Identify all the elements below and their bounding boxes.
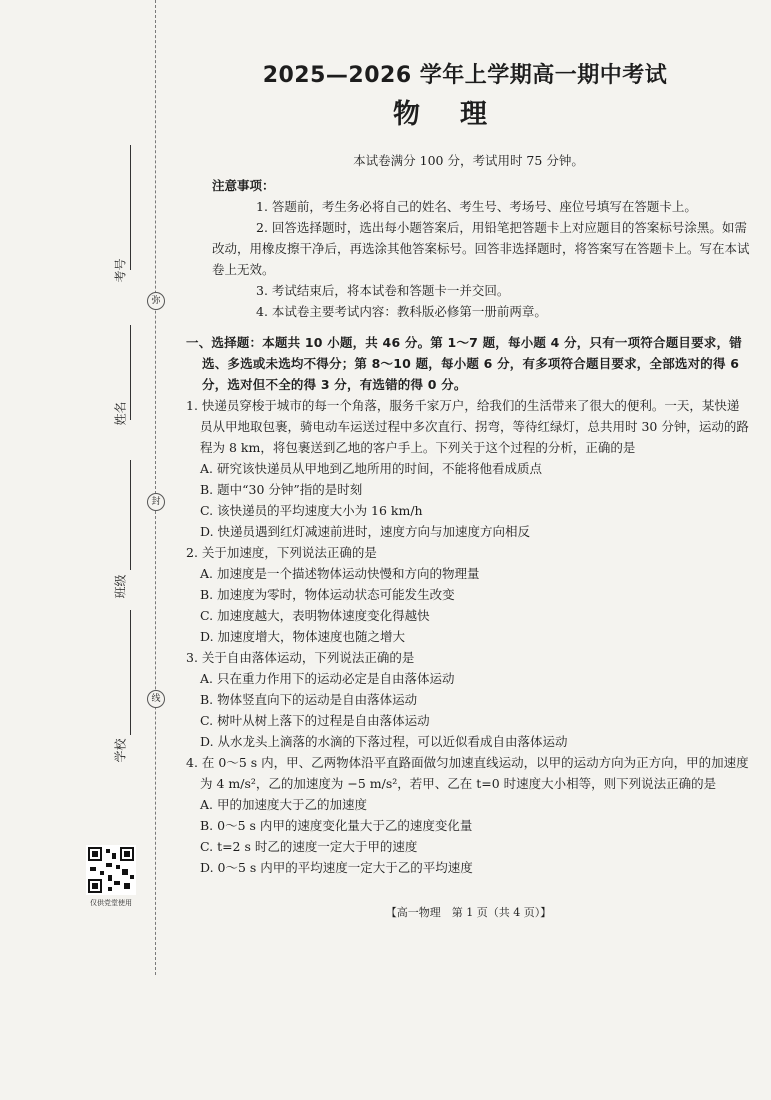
section-heading: 一、选择题：本题共 10 小题，共 46 分。第 1～7 题，每小题 4 分，只有一项符合题目要求，错选、多选或未选均不得分；第 8～10 题，每小题 6 分，有多项符合题目要求，全部选对的得 6 分，选对但不全的得 3 分，有选错的得 0 分。: [186, 335, 742, 392]
question-option: C. 该快递员的平均速度大小为 16 km/h: [200, 503, 423, 518]
school-line: [130, 610, 131, 735]
name-line: [130, 325, 131, 420]
question-stem: 2. 关于加速度，下列说法正确的是: [186, 545, 377, 560]
question-option: D. 快递员遇到红灯减速前进时，速度方向与加速度方向相反: [200, 524, 531, 539]
question-option: D. 加速度增大，物体速度也随之增大: [200, 629, 406, 644]
page-footer: 【高一物理 第 1 页（共 4 页）】: [385, 906, 552, 919]
question-option: B. 加速度为零时，物体运动状态可能发生改变: [200, 587, 455, 602]
school-label: 学校: [113, 738, 128, 763]
notice-item: 4. 本试卷主要考试内容：教科版必修第一册前两章。: [256, 304, 547, 319]
name-label: 姓名: [113, 401, 128, 426]
class-label: 班级: [113, 574, 128, 599]
question-option: D. 从水龙头上滴落的水滴的下落过程，可以近似看成自由落体运动: [200, 734, 568, 749]
seal-char-feng: 封: [147, 493, 165, 511]
notice-item: 2. 回答选择题时，选出每小题答案后，用铅笔把答题卡上对应题目的答案标号涂黑。如需改动，用橡皮擦干净后，再选涂其他答案标号。回答非选择题时，将答案写在答题卡上。写在本试卷上无效。: [212, 220, 750, 277]
question-option: C. 加速度越大，表明物体速度变化得越快: [200, 608, 430, 623]
notice-item: 1. 答题前，考生务必将自己的姓名、考生号、考场号、座位号填写在答题卡上。: [256, 199, 697, 214]
question-option: A. 甲的加速度大于乙的加速度: [200, 797, 367, 812]
question-option: A. 加速度是一个描述物体运动快慢和方向的物理量: [200, 566, 480, 581]
class-line: [130, 460, 131, 570]
exam-title: 2025—2026 学年上学期高一期中考试: [262, 63, 668, 88]
question-option: D. 0～5 s 内甲的平均速度一定大于乙的平均速度: [200, 860, 473, 875]
exam-subject: 物理: [393, 99, 527, 130]
question-option: A. 研究该快递员从甲地到乙地所用的时间，不能将他看成质点: [200, 461, 542, 476]
seal-char-xian: 线: [147, 690, 165, 708]
notice-item: 3. 考试结束后，将本试卷和答题卡一并交回。: [256, 283, 510, 298]
exam-intro: 本试卷满分 100 分，考试用时 75 分钟。: [353, 153, 584, 168]
seal-char-mi: 弥: [147, 292, 165, 310]
question-stem: 3. 关于自由落体运动，下列说法正确的是: [186, 650, 415, 665]
question-option: A. 只在重力作用下的运动必定是自由落体运动: [200, 671, 455, 686]
exam-content: [186, 150, 751, 878]
question-stem: 1. 快递员穿梭于城市的每一个角落，服务千家万户，给我们的生活带来了很大的便利。一天，某快递员从甲地取包裹，骑电动车运送过程中多次直行、拐弯，等待红绿灯，总共用时 30 分钟，运动的路程为 8 km，将包裹送到乙地的客户手上。下列关于这个过程的分析，正确的是: [186, 398, 749, 455]
question-stem: 4. 在 0～5 s 内，甲、乙两物体沿平直路面做匀加速直线运动，以甲的运动方向为正方向，甲的加速度为 4 m/s²，乙的加速度为 −5 m/s²，若甲、乙在 t=0 时速度大小相等，则下列说法正确的是: [186, 755, 749, 791]
question-option: C. 树叶从树上落下的过程是自由落体运动: [200, 713, 430, 728]
fold-line: [155, 0, 156, 975]
qr-caption: 仅供党堂使用: [90, 899, 132, 907]
notice-heading: 注意事项：: [212, 178, 275, 193]
question-option: B. 物体竖直向下的运动是自由落体运动: [200, 692, 418, 707]
exam-number-label: 考号: [113, 258, 128, 283]
question-option: B. 0～5 s 内甲的速度变化量大于乙的速度变化量: [200, 818, 473, 833]
qr-code-icon: [86, 845, 136, 895]
question-option: C. t=2 s 时乙的速度一定大于甲的速度: [200, 839, 418, 854]
exam-number-line: [130, 145, 131, 270]
question-option: B. 题中“30 分钟”指的是时刻: [200, 482, 363, 497]
